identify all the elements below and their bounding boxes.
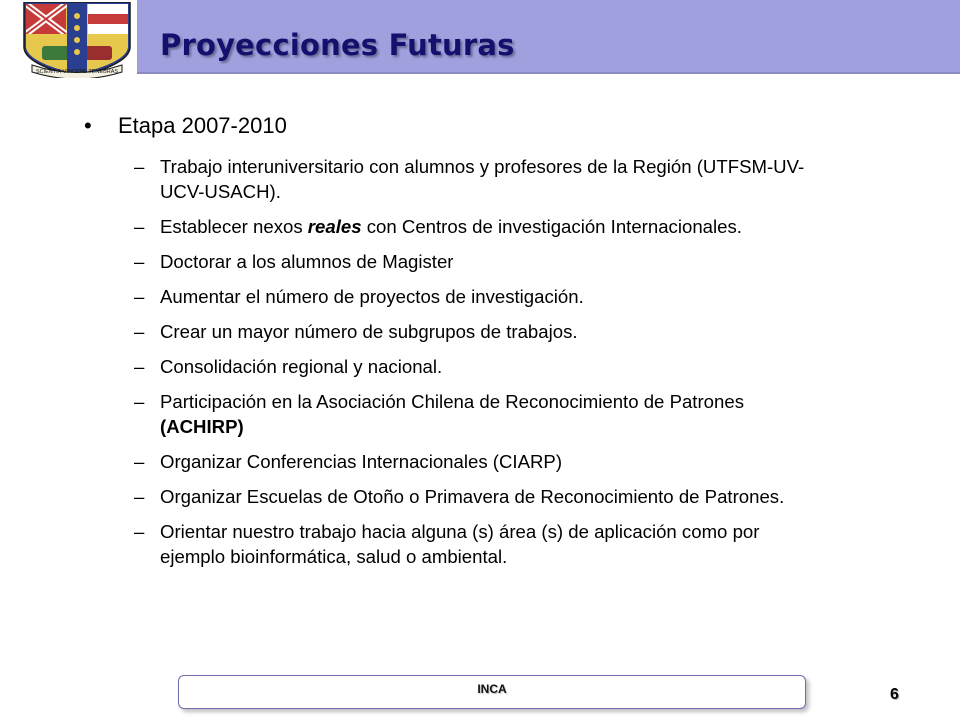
dash-marker: – [134,251,145,272]
strong-text: (ACHIRP) [160,416,244,437]
sub-bullet-text [160,389,824,439]
crest-motto: SCIENTIA VINCERE TENEBRAS [35,69,119,75]
sub-bullet-proyectos [134,284,824,309]
footer-label: INCA [477,682,507,696]
sub-bullet-text [160,214,824,239]
sub-bullet-text-before: Participación en la Asociación Chilena de Reconocimiento de Patrones [160,391,744,412]
sub-bullet-text-before: Establecer nexos [160,216,308,237]
bullet-etapa [84,112,824,140]
dash-marker: – [134,486,145,507]
dash-marker: – [134,156,145,177]
sub-bullet-text: Organizar Escuelas de Otoño o Primavera de Reconocimiento de Patrones. [160,486,785,507]
slide-title: Proyecciones Futuras [160,28,515,62]
sub-bullet-aplicacion [134,519,824,569]
sub-bullet-achirp [134,389,824,439]
emphasis-text: reales [307,216,362,237]
slide-content [84,112,824,579]
sub-bullet-text: Orientar nuestro trabajo hacia alguna (s) área (s) de aplicación como por ejemplo bioinformática, salud o ambiental. [160,521,760,567]
sub-bullet-doctorar [134,249,824,274]
sub-bullet-text: Aumentar el número de proyectos de investigación. [160,286,584,307]
sub-bullet-text: Crear un mayor número de subgrupos de trabajos. [160,321,578,342]
dash-marker: – [134,216,145,237]
dash-marker: – [134,451,145,472]
sub-bullet-subgrupos [134,319,824,344]
sub-bullet-text: Doctorar a los alumnos de Magister [160,251,454,272]
sub-bullet-consolidacion [134,354,824,379]
sub-bullet-text: Organizar Conferencias Internacionales (CIARP) [160,451,563,472]
bullet-dot: • [84,113,92,138]
sub-bullet-interuniversitario [134,154,824,204]
sub-bullet-text-after: con Centros de investigación Internacionales. [361,216,742,237]
dash-marker: – [134,356,145,377]
sub-bullet-conferencias [134,449,824,474]
university-crest-icon [18,2,136,78]
dash-marker: – [134,321,145,342]
page-number: 6 [890,686,899,703]
sub-bullet-list [84,154,824,569]
sub-bullet-text: Consolidación regional y nacional. [160,356,443,377]
sub-bullet-text: Trabajo interuniversitario con alumnos y profesores de la Región (UTFSM-UV-UCV-USACH). [160,156,805,202]
footer-box [178,675,806,709]
sub-bullet-nexos [134,214,824,239]
bullet-label: Etapa 2007-2010 [118,113,287,138]
dash-marker: – [134,286,145,307]
sub-bullet-escuelas [134,484,824,509]
dash-marker: – [134,391,145,412]
dash-marker: – [134,521,145,542]
